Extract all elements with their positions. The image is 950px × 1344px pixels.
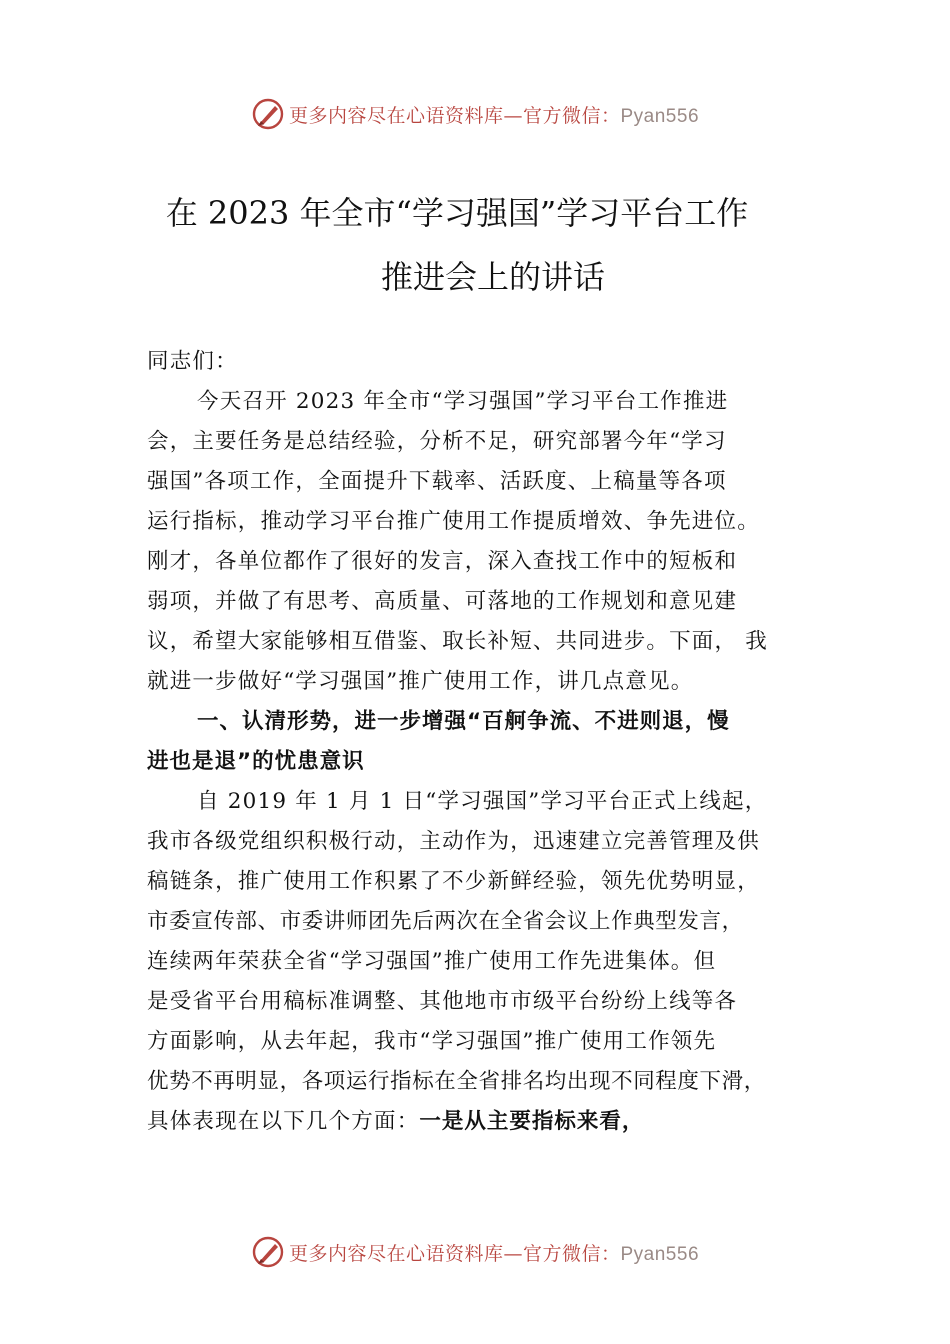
banner-text: 更多内容尽在心语资料库—官方微信：Pyan556	[288, 104, 700, 127]
text-line: 自 2019 年 1 月 1 日“学习强国”学习平台正式上线起，	[197, 789, 768, 814]
paragraph-2	[147, 782, 827, 1142]
pen-logo-icon	[251, 1235, 285, 1269]
pen-logo-icon	[251, 97, 285, 131]
salutation: 同志们：	[147, 349, 238, 374]
text-line: 优势不再明显，各项运行指标在全省排名均出现不同程度下滑，	[147, 1069, 766, 1094]
text-line	[147, 1102, 827, 1142]
wechat-id: Pyan556	[620, 105, 700, 127]
title-line-2: 推进会上的讲话	[380, 258, 605, 296]
text-line: 运行指标，推动学习平台推广使用工作提质增效、争先进位。	[147, 509, 760, 534]
text-line: 市委宣传部、市委讲师团先后两次在全省会议上作典型发言，	[147, 909, 744, 934]
text-line: 我市各级党组织积极行动，主动作为，迅速建立完善管理及供	[147, 829, 760, 854]
title-line-1: 在 2023 年全市“学习强国”学习平台工作	[165, 194, 749, 232]
text-line: 今天召开 2023 年全市“学习强国”学习平台工作推进	[197, 389, 729, 414]
text-line: 会，主要任务是总结经验，分析不足，研究部署今年“学习	[147, 429, 727, 454]
section-heading-1	[147, 702, 827, 782]
heading-line: 进也是退”的忧患意识	[147, 749, 365, 774]
text-line: 刚才，各单位都作了很好的发言，深入查找工作中的短板和	[147, 549, 738, 574]
text-line: 方面影响，从去年起，我市“学习强国”推广使用工作领先	[147, 1029, 717, 1054]
text-line: 就进一步做好“学习强国”推广使用工作，讲几点意见。	[147, 669, 694, 694]
plain-text: 具体表现在以下几个方面：	[147, 1109, 420, 1134]
text-line: 稿链条，推广使用工作积累了不少新鲜经验，领先优势明显，	[147, 869, 760, 894]
text-line: 连续两年荣获全省“学习强国”推广使用工作先进集体。但	[147, 949, 717, 974]
header-banner	[0, 94, 950, 134]
document-body	[147, 342, 827, 1142]
bold-text: 一是从主要指标来看，	[419, 1109, 645, 1134]
text-line: 弱项，并做了有思考、高质量、可落地的工作规划和意见建	[147, 589, 738, 614]
footer-banner	[0, 1232, 950, 1272]
heading-line: 一、认清形势，进一步增强“百舸争流、不进则退，慢	[197, 709, 730, 734]
paragraph-1	[147, 382, 827, 702]
text-line: 强国”各项工作，全面提升下载率、活跃度、上稿量等各项	[147, 469, 727, 494]
wechat-id: Pyan556	[620, 1243, 700, 1265]
text-line: 是受省平台用稿标准调整、其他地市市级平台纷纷上线等各	[147, 989, 738, 1014]
text-line: 议，希望大家能够相互借鉴、取长补短、共同进步。下面， 我	[147, 629, 768, 654]
banner-text: 更多内容尽在心语资料库—官方微信：Pyan556	[288, 1242, 700, 1265]
